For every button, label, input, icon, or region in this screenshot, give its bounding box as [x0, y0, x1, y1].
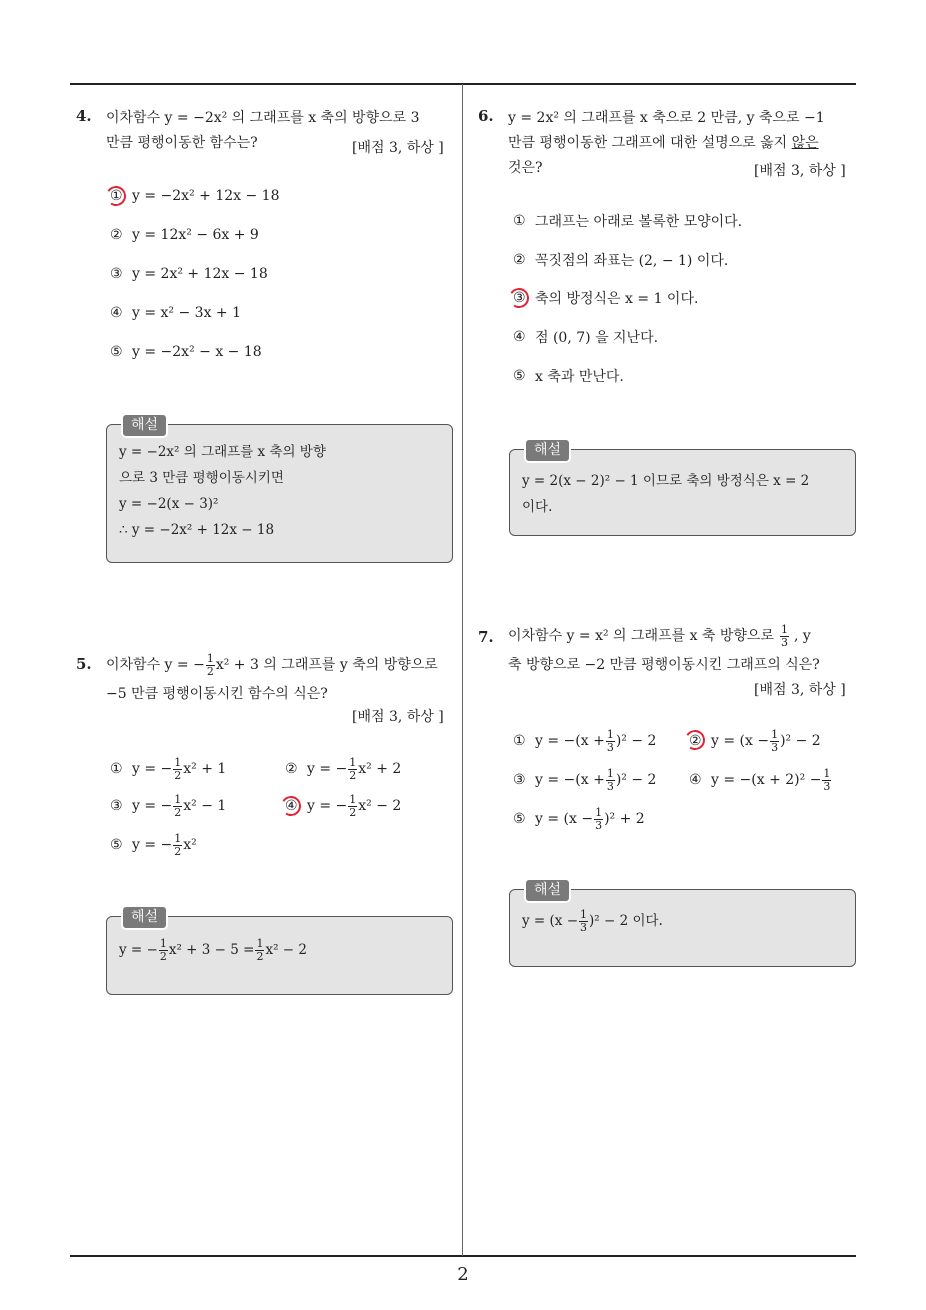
- text-segment: 이차함수 y = x² 의 그래프를 x 축 방향으로: [508, 627, 774, 644]
- explanation-line: 이다.: [522, 499, 553, 515]
- text-segment: y = −: [132, 761, 173, 777]
- text-segment: y = −(x +: [535, 733, 605, 749]
- option-mark: ⑤: [110, 344, 123, 360]
- text-segment: y = (x −: [522, 913, 579, 929]
- fraction: [159, 938, 168, 963]
- text-segment: y = −(x +: [535, 772, 605, 788]
- text-segment: )² − 2: [780, 733, 821, 749]
- text-segment: x² + 2: [358, 761, 402, 777]
- option-mark: ⑤: [110, 837, 123, 853]
- page-number: 2: [457, 1264, 469, 1285]
- text-segment: y = −: [132, 837, 173, 853]
- denominator: 3: [771, 740, 779, 754]
- fraction: [173, 833, 182, 858]
- text-segment: )² + 2: [604, 811, 645, 827]
- option-mark: ②: [513, 252, 526, 268]
- option-text: 점 (0, 7) 을 지난다.: [535, 330, 659, 346]
- option-3[interactable]: [513, 763, 656, 797]
- explanation-line: y = −2(x − 3)²: [119, 496, 219, 512]
- text-segment: y = (x −: [535, 811, 594, 827]
- score-label: [배점 3, 하상 ]: [352, 140, 444, 156]
- option-2[interactable]: [285, 752, 401, 786]
- option-3[interactable]: [110, 789, 226, 823]
- fraction: [579, 909, 588, 934]
- text-segment: y = −(x + 2)² −: [711, 772, 822, 788]
- option-4[interactable]: [110, 298, 241, 328]
- explanation-tag: 해설: [524, 878, 571, 903]
- option-3[interactable]: [110, 259, 268, 289]
- denominator: 3: [780, 635, 788, 649]
- text-segment: y = −: [119, 942, 158, 958]
- question-line-2: [508, 131, 825, 156]
- score-label: [배점 3, 하상 ]: [754, 163, 846, 179]
- explanation-line: 으로 3 만큼 평행이동시키면: [119, 470, 284, 486]
- numerator: 1: [606, 727, 614, 741]
- text-segment: y = −: [307, 798, 348, 814]
- explanation-box: [106, 417, 453, 563]
- numerator: 1: [174, 755, 182, 769]
- option-text: 그래프는 아래로 볼록한 모양이다.: [535, 214, 743, 230]
- text-segment: , y: [793, 627, 811, 644]
- text-segment: x² − 2: [358, 798, 402, 814]
- numerator: 1: [256, 936, 264, 950]
- option-4[interactable]: [513, 322, 658, 352]
- question-line-1: y = 2x² 의 그래프를 x 축으로 2 만큼, y 축으로 −1: [508, 110, 825, 126]
- denominator: 2: [174, 805, 182, 819]
- option-mark: ⑤: [513, 811, 526, 827]
- explanation-tag: 해설: [121, 413, 168, 438]
- top-rule: [70, 83, 856, 85]
- option-mark: ③: [513, 290, 526, 306]
- explanation-box: [509, 882, 856, 967]
- numerator: 1: [159, 936, 167, 950]
- option-mark: ④: [689, 772, 702, 788]
- numerator: 1: [349, 792, 357, 806]
- option-mark: ①: [513, 213, 526, 229]
- numerator: 1: [174, 792, 182, 806]
- explanation-line: y = −2x² 의 그래프를 x 축의 방향: [119, 444, 326, 460]
- explanation-line: [522, 908, 843, 934]
- option-text: y = 2x² + 12x − 18: [132, 266, 268, 282]
- underlined-text: 않은: [791, 135, 819, 151]
- option-5[interactable]: [110, 828, 197, 862]
- option-mark: ①: [513, 733, 526, 749]
- fraction: [255, 938, 264, 963]
- text-segment: x² + 3 − 5 =: [168, 942, 255, 958]
- text-segment: x² − 1: [183, 798, 227, 814]
- question-line-3: 것은?: [508, 160, 543, 176]
- explanation-line: [119, 937, 440, 963]
- option-mark: ③: [110, 798, 123, 814]
- option-5[interactable]: [110, 337, 262, 367]
- question-number: 7.: [478, 628, 494, 646]
- option-mark: ④: [110, 305, 123, 321]
- text-segment: )² − 2 이다.: [589, 913, 663, 929]
- text-segment: y = −: [307, 761, 348, 777]
- option-mark: ⑤: [513, 368, 526, 384]
- score-label: [배점 3, 하상 ]: [754, 682, 846, 698]
- option-5[interactable]: [513, 361, 624, 391]
- option-mark: ①: [110, 188, 123, 204]
- denominator: 2: [349, 768, 357, 782]
- question-text: [106, 648, 438, 707]
- denominator: 3: [580, 920, 588, 934]
- denominator: 2: [206, 664, 214, 678]
- fraction: [780, 624, 789, 649]
- denominator: 3: [823, 779, 831, 793]
- fraction: [606, 768, 615, 793]
- score-label: [배점 3, 하상 ]: [352, 709, 444, 725]
- denominator: 2: [174, 844, 182, 858]
- bottom-rule: [70, 1255, 856, 1257]
- column-divider: [462, 84, 463, 1256]
- question-line-1: 이차함수 y = −2x² 의 그래프를 x 축의 방향으로 3: [106, 110, 420, 126]
- option-mark: ④: [513, 329, 526, 345]
- option-2[interactable]: [689, 724, 821, 758]
- fraction: [348, 757, 357, 782]
- numerator: 1: [174, 831, 182, 845]
- numerator: 1: [771, 727, 779, 741]
- option-1[interactable]: [110, 752, 226, 786]
- fraction: [173, 794, 182, 819]
- question-text: [508, 619, 820, 678]
- fraction: [173, 757, 182, 782]
- option-2[interactable]: [110, 220, 259, 250]
- denominator: 2: [349, 805, 357, 819]
- explanation-tag: 해설: [524, 438, 571, 463]
- question-line-2: −5 만큼 평행이동시킨 함수의 식은?: [106, 686, 328, 702]
- text-segment: x² + 1: [183, 761, 227, 777]
- fraction: [770, 729, 779, 754]
- option-2[interactable]: [513, 245, 728, 275]
- denominator: 2: [174, 768, 182, 782]
- option-text: y = −2x² − x − 18: [132, 344, 262, 360]
- question-line-2: 만큼 평행이동한 함수는?: [106, 135, 258, 151]
- numerator: 1: [780, 622, 788, 636]
- denominator: 2: [159, 949, 167, 963]
- explanation-tag: 해설: [121, 905, 168, 930]
- option-mark: ③: [513, 772, 526, 788]
- denominator: 2: [256, 949, 264, 963]
- option-5[interactable]: [513, 802, 645, 836]
- text-segment: )² − 2: [615, 733, 657, 749]
- option-text: y = −2x² + 12x − 18: [132, 188, 280, 204]
- fraction: [594, 807, 603, 832]
- fraction: [206, 653, 215, 678]
- question-line-1: [106, 648, 438, 682]
- option-4[interactable]: [285, 789, 401, 823]
- option-mark: ①: [110, 761, 123, 777]
- text-segment: x²: [183, 837, 197, 853]
- explanation-box: [106, 909, 453, 995]
- text-segment: y = (x −: [711, 733, 770, 749]
- option-mark: ②: [285, 761, 298, 777]
- fraction: [348, 794, 357, 819]
- option-4[interactable]: [689, 763, 832, 797]
- denominator: 3: [606, 779, 614, 793]
- option-1[interactable]: [110, 181, 279, 211]
- text-segment: )² − 2: [615, 772, 657, 788]
- option-mark: ②: [110, 227, 123, 243]
- option-mark: ②: [689, 733, 702, 749]
- option-3[interactable]: [513, 283, 698, 313]
- option-text: y = 12x² − 6x + 9: [132, 227, 259, 243]
- explanation-line: y = 2(x − 2)² − 1 이므로 축의 방정식은 x = 2: [522, 473, 810, 489]
- question-number: 6.: [478, 107, 494, 125]
- option-text: 축의 방정식은 x = 1 이다.: [535, 291, 699, 307]
- numerator: 1: [595, 805, 603, 819]
- question-number: 5.: [76, 655, 92, 673]
- numerator: 1: [580, 907, 588, 921]
- option-text: x 축과 만난다.: [535, 369, 624, 385]
- option-1[interactable]: [513, 206, 742, 236]
- option-1[interactable]: [513, 724, 656, 758]
- question-line-1: [508, 619, 820, 653]
- fraction: [822, 768, 831, 793]
- question-line-2: 축 방향으로 −2 만큼 평행이동시킨 그래프의 식은?: [508, 657, 820, 673]
- denominator: 3: [595, 818, 603, 832]
- numerator: 1: [206, 651, 214, 665]
- text-segment: 이차함수 y = −: [106, 656, 205, 673]
- numerator: 1: [349, 755, 357, 769]
- numerator: 1: [823, 766, 831, 780]
- explanation-line: ∴ y = −2x² + 12x − 18: [119, 522, 275, 538]
- option-mark: ③: [110, 266, 123, 282]
- text-segment: 만큼 평행이동한 그래프에 대한 설명으로 옳지: [508, 135, 792, 151]
- text-segment: y = −: [132, 798, 173, 814]
- text-segment: x² + 3 의 그래프를 y 축의 방향으로: [215, 656, 438, 673]
- denominator: 3: [606, 740, 614, 754]
- fraction: [606, 729, 615, 754]
- explanation-box: [509, 442, 856, 536]
- text-segment: x² − 2: [265, 942, 307, 958]
- numerator: 1: [606, 766, 614, 780]
- option-mark: ④: [285, 798, 298, 814]
- question-number: 4.: [76, 107, 92, 125]
- option-text: 꼭짓점의 좌표는 (2, − 1) 이다.: [535, 253, 729, 269]
- option-text: y = x² − 3x + 1: [132, 305, 242, 321]
